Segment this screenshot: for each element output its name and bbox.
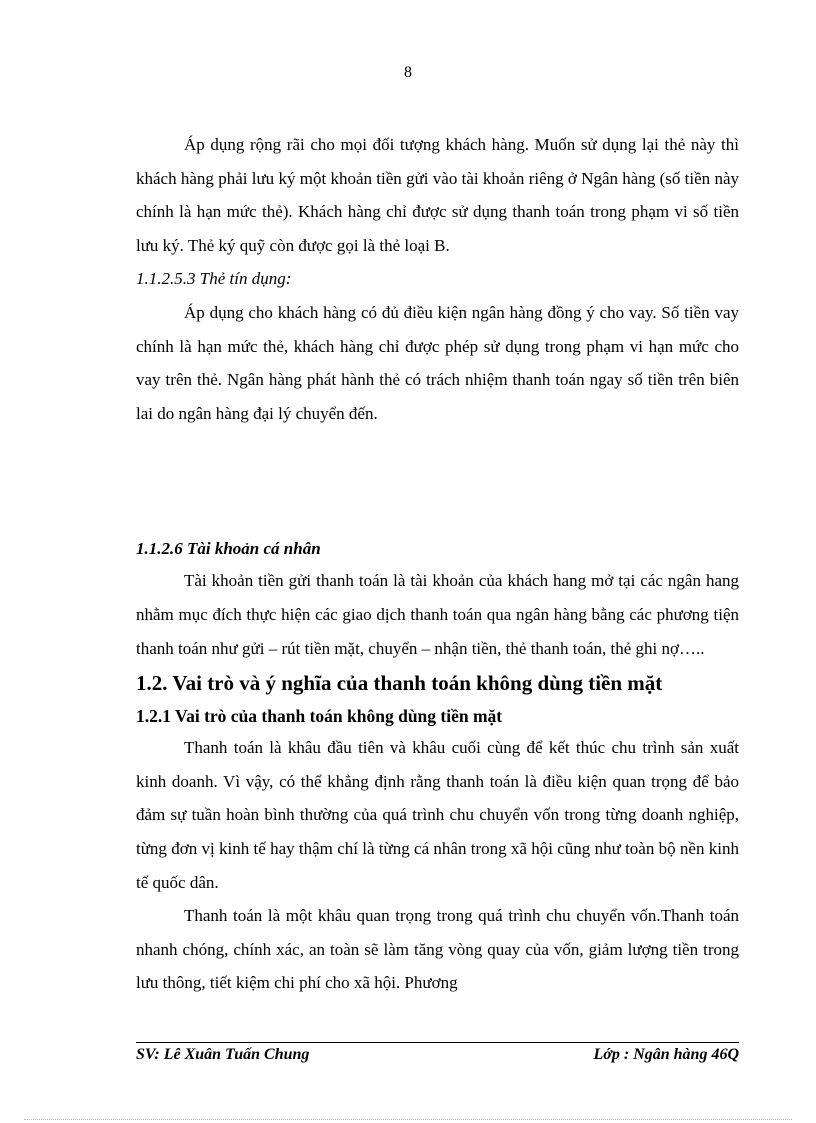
document-body (136, 128, 739, 1000)
footer-class: Lớp : Ngân hàng 46Q (593, 1046, 739, 1063)
paragraph-the-tin-dung: Áp dụng cho khách hàng có đủ điều kiện ngân hàng đồng ý cho vay. Số tiền vay chính là hạn mức thẻ, khách hàng chỉ được phép sử dụng trong phạm vi hạn mức cho vay trên thẻ. Ngân hàng phát hành thẻ có trách nhiệm thanh toán ngay số tiền trên biên lai do ngân hàng đại lý chuyển đến. (136, 302, 739, 423)
heading-vai-tro-y-nghia: 1.2. Vai trò và ý nghĩa của thanh toán không dùng tiền mặt (136, 671, 663, 696)
footer-divider (136, 1042, 739, 1043)
spacer (136, 430, 739, 534)
section-heading-tai-khoan: 1.1.2.6 Tài khoản cá nhân (136, 539, 321, 559)
heading-vai-tro: 1.2.1 Vai trò của thanh toán không dùng tiền mặt (136, 706, 503, 727)
footer-student: SV: Lê Xuân Tuấn Chung (136, 1046, 310, 1063)
paragraph-ky-quy: Áp dụng rộng rãi cho mọi đối tượng khách hàng. Muốn sử dụng lại thẻ này thì khách hàng phải lưu ký một khoản tiền gửi vào tài khoản riêng ở Ngân hàng (số tiền này chính là hạn mức thẻ). Khách hàng chỉ được sử dụng thanh toán trong phạm vi số tiền lưu ký. Thẻ ký quỹ còn được gọi là thẻ loại B. (136, 135, 739, 255)
paragraph-vai-tro-1: Thanh toán là khâu đầu tiên và khâu cuối cùng để kết thúc chu trình sản xuất kinh doanh. Vì vậy, có thể khẳng định rằng thanh toán là điều kiện quan trọng để bảo đảm sự tuần hoàn bình thường của quá trình chu chuyển vốn trong từng doanh nghiệp, từng đơn vị kinh tế hay thậm chí là từng cá nhân trong xã hội cũng như toàn bộ nền kinh tế quốc dân. (136, 738, 739, 892)
page-border (24, 1119, 792, 1120)
page-number: 8 (404, 64, 412, 81)
paragraph-vai-tro-2: Thanh toán là một khâu quan trọng trong quá trình chu chuyển vốn.Thanh toán nhanh chóng, chính xác, an toàn sẽ làm tăng vòng quay của vốn, giảm lượng tiền trong lưu thông, tiết kiệm chi phí cho xã hội. Phương (136, 906, 739, 993)
subheading-the-tin-dung: 1.1.2.5.3 Thẻ tín dụng: (136, 269, 292, 289)
paragraph-tai-khoan: Tài khoản tiền gửi thanh toán là tài khoản của khách hang mở tại các ngân hang nhằm mục đích thực hiện các giao dịch thanh toán qua ngân hàng bằng các phương tiện thanh toán như gửi – rút tiền mặt, chuyển – nhận tiền, thẻ thanh toán, thẻ ghi nợ….. (136, 571, 739, 658)
